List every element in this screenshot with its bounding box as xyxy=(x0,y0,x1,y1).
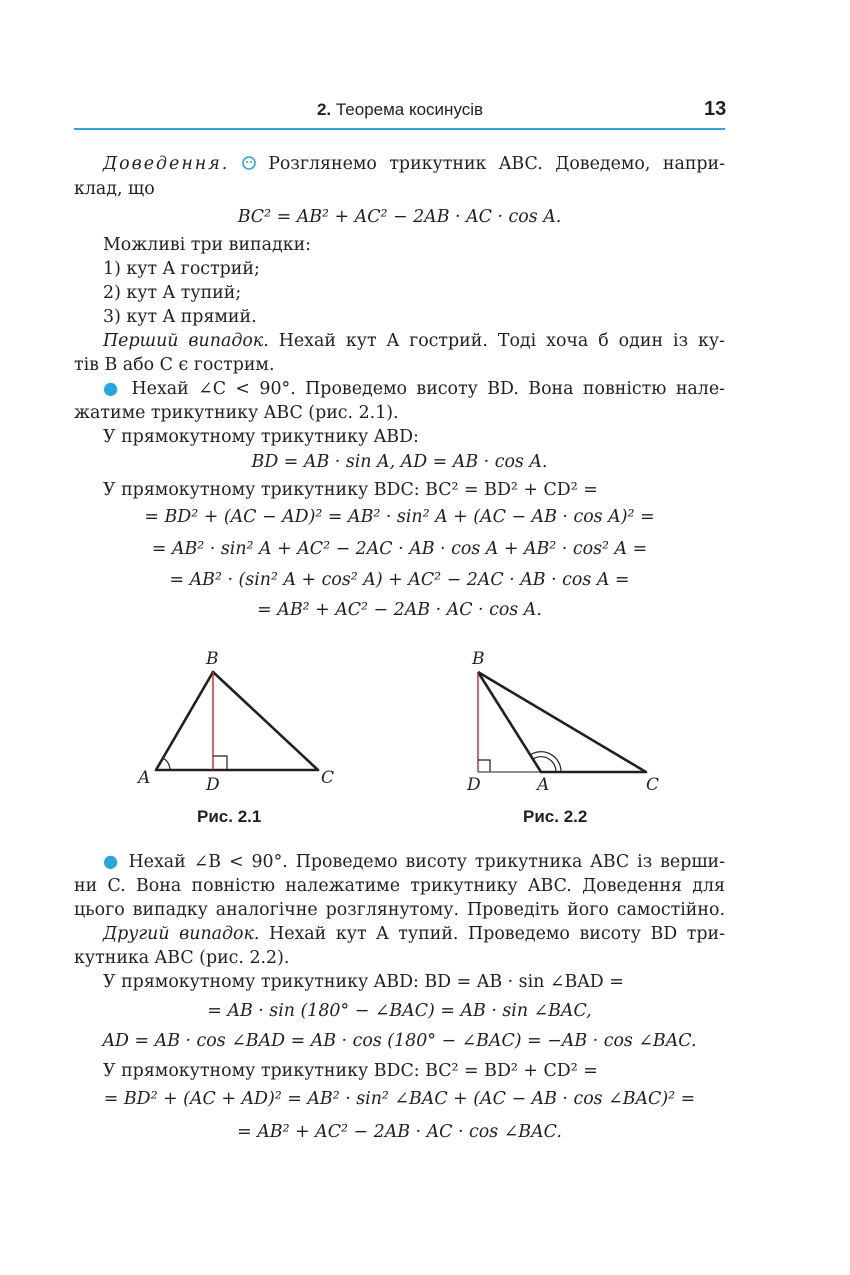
case-item: 3) кут A прямий. xyxy=(103,307,257,327)
text-line: цього випадку аналогічне розглянутому. Проведіть його самостійно. xyxy=(74,900,725,920)
figure-caption: Рис. 2.2 xyxy=(523,807,588,826)
text-line: Нехай ∠C < 90°. Проведемо висоту BD. Вона повністю нале- xyxy=(131,379,725,399)
text-line: Можливі три випадки: xyxy=(103,235,312,255)
formula: = AB² · sin² A + AC² − 2AC · AB · cos A + AB² · cos² A = xyxy=(151,539,648,559)
chapter-title xyxy=(0,100,800,120)
text-line: Нехай кут A гострий. Тоді хоча б один із ку- xyxy=(278,331,725,351)
triangle-diagram-1 xyxy=(140,660,340,800)
proof-heading: Доведення. xyxy=(103,154,230,174)
angle-arc-a xyxy=(163,758,170,770)
vertex-label-c: C xyxy=(321,768,335,788)
bullet-icon: ● xyxy=(103,852,121,872)
text-line: ни C. Вона повністю належатиме трикутнику ABC. Доведення для xyxy=(74,876,725,896)
formula: = BD² + (AC − AD)² = AB² · sin² A + (AC − AB · cos A)² = xyxy=(144,507,655,527)
second-case-heading: Другий випадок. xyxy=(103,924,260,944)
formula: AD = AB · cos ∠BAD = AB · cos (180° − ∠BAC) = −AB · cos ∠BAC. xyxy=(102,1031,697,1051)
page-number: 13 xyxy=(704,98,727,120)
vertex-label-a: A xyxy=(138,768,151,788)
formula: = BD² + (AC + AD)² = AB² · sin² ∠BAC + (AC − AB · cos ∠BAC)² = xyxy=(103,1089,696,1109)
formula: BD = AB · sin A, AD = AB · cos A. xyxy=(251,452,548,472)
text-line: кутника ABC (рис. 2.2). xyxy=(74,948,290,968)
bullet-line xyxy=(103,377,725,401)
chapter-number: 2. xyxy=(316,100,332,119)
proof-line-1 xyxy=(103,152,725,176)
right-angle-mark xyxy=(478,760,490,772)
chapter-title-text: Теорема косинусів xyxy=(335,100,484,119)
formula: = AB² · (sin² A + cos² A) + AC² − 2AC · AB · cos A = xyxy=(169,570,630,590)
proof-text: Розглянемо трикутник ABC. Доведемо, напри- xyxy=(268,154,726,174)
bullet-icon: ● xyxy=(103,379,123,399)
text-line: У прямокутному трикутнику BDC: BC² = BD² + CD² = xyxy=(103,480,598,500)
text-line: У прямокутному трикутнику ABD: BD = AB · sin ∠BAD = xyxy=(103,972,624,992)
header-rule xyxy=(74,128,725,130)
case-item: 2) кут A тупий; xyxy=(103,283,242,303)
triangle-abc xyxy=(478,672,646,772)
text-line: У прямокутному трикутнику BDC: BC² = BD² + CD² = xyxy=(103,1061,598,1081)
formula: = AB² + AC² − 2AB · AC · cos A. xyxy=(257,600,542,620)
formula: BC² = AB² + AC² − 2AB · AC · cos A. xyxy=(237,207,562,227)
text-line: Нехай ∠B < 90°. Проведемо висоту трикутника ABC із верши- xyxy=(128,852,725,872)
first-case-line xyxy=(103,329,725,353)
vertex-label-d: D xyxy=(467,775,481,795)
bullet-line xyxy=(103,850,725,874)
figure-caption: Рис. 2.1 xyxy=(197,807,262,826)
vertex-label-b: B xyxy=(206,649,219,669)
vertex-label-b: B xyxy=(472,649,485,669)
first-case-heading: Перший випадок. xyxy=(103,331,269,351)
text-line: У прямокутному трикутнику ABD: xyxy=(103,427,419,447)
triangle-abc xyxy=(156,672,318,770)
text-line: жатиме трикутнику ABC (рис. 2.1). xyxy=(74,403,399,423)
triangle-diagram-2 xyxy=(470,660,670,800)
formula: = AB² + AC² − 2AB · AC · cos ∠BAC. xyxy=(237,1122,562,1142)
text-line: клад, що xyxy=(74,179,155,199)
text-line: Нехай кут A тупий. Проведемо висоту BD три- xyxy=(269,924,726,944)
right-angle-mark xyxy=(213,756,227,770)
smile-icon xyxy=(242,154,256,174)
text-line: тів B або C є гострим. xyxy=(74,355,275,375)
second-case-line xyxy=(103,922,725,946)
vertex-label-d: D xyxy=(206,775,220,795)
formula: = AB · sin (180° − ∠BAC) = AB · sin ∠BAC, xyxy=(207,1001,592,1021)
vertex-label-a: A xyxy=(537,775,550,795)
case-item: 1) кут A гострий; xyxy=(103,259,260,279)
vertex-label-c: C xyxy=(646,775,660,795)
